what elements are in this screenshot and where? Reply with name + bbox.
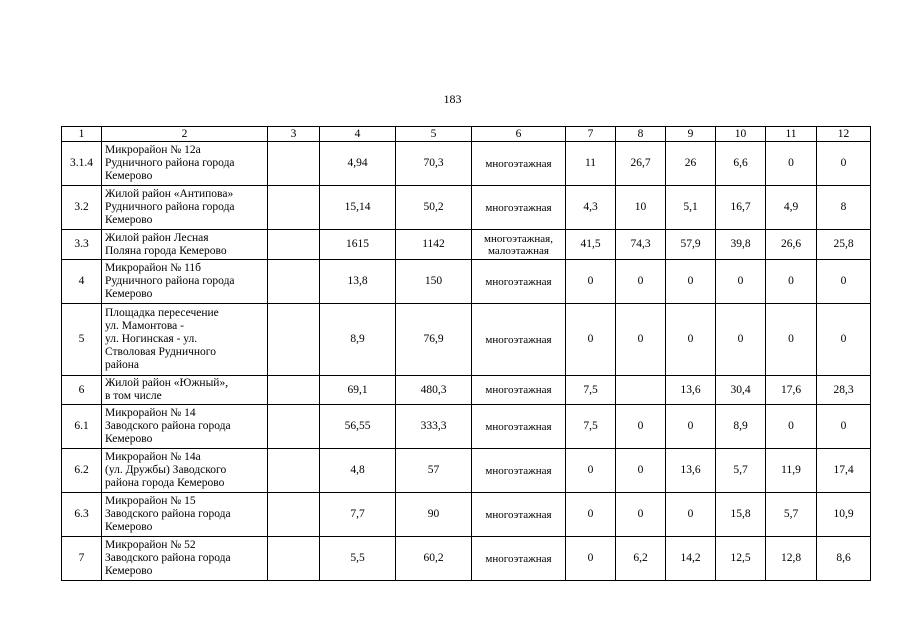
table-cell [616, 142, 666, 186]
table-cell [320, 186, 396, 230]
table-cell [62, 142, 102, 186]
cell-line: Заводского района города [105, 508, 231, 520]
cell-line: Жилой район Лесная [105, 231, 209, 244]
table-cell [616, 449, 666, 493]
cell-line: 6.2 [74, 464, 89, 476]
table-cell [62, 449, 102, 493]
header-cell: 11 [766, 127, 817, 142]
table-row [62, 449, 871, 493]
cell-line: 69,1 [347, 383, 368, 396]
table-row [62, 230, 871, 260]
table-row [62, 260, 871, 304]
cell-line: (ул. Дружбы) Заводского [105, 464, 227, 476]
cell-line: Поляна города Кемерово [105, 244, 227, 257]
cell-line: Заводского района города [105, 420, 231, 432]
area-name-cell [102, 186, 268, 230]
table-cell [766, 304, 817, 376]
cell-line: Микрорайон № 52 [105, 539, 196, 551]
header-cell: 8 [616, 127, 666, 142]
cell-line: 26,6 [780, 238, 802, 250]
building-type-cell [472, 493, 566, 537]
table-cell [566, 376, 616, 405]
table-cell [616, 376, 666, 405]
cell-line: 5,5 [350, 552, 365, 564]
table-cell [716, 537, 766, 581]
cell-line: многоэтажная [485, 157, 552, 170]
table-cell [616, 537, 666, 581]
cell-line: многоэтажная [485, 508, 552, 521]
cell-line: 13,6 [680, 383, 701, 396]
cell-line: 15,14 [344, 201, 371, 213]
table-cell [566, 449, 616, 493]
table-cell [817, 537, 871, 581]
area-name-cell [102, 142, 268, 186]
cell-line: 7,7 [350, 508, 365, 520]
cell-line: Микрорайон № 12а [105, 144, 201, 156]
header-cell: 3 [268, 127, 320, 142]
table-cell [716, 260, 766, 304]
cell-line: 4,8 [350, 464, 365, 476]
cell-line: 0 [637, 275, 644, 287]
cell-line: 4 [78, 275, 85, 287]
table-cell [268, 376, 320, 405]
cell-line: 0 [737, 275, 744, 287]
table-cell [666, 260, 716, 304]
cell-line: 480,3 [420, 383, 447, 396]
table-cell [716, 186, 766, 230]
cell-line: 0 [840, 157, 847, 169]
table-cell [666, 230, 716, 260]
cell-line: в том числе [105, 390, 162, 402]
cell-line: Рудничного района города [105, 157, 235, 169]
header-cell: 9 [666, 127, 716, 142]
header-cell: 6 [472, 127, 566, 142]
header-cell: 1 [62, 127, 102, 142]
cell-line: 150 [424, 275, 443, 287]
table-cell [268, 304, 320, 376]
cell-line: района [105, 359, 140, 371]
cell-line: 1142 [422, 238, 445, 250]
table-cell [62, 376, 102, 405]
table-cell [766, 405, 817, 449]
building-type-cell [472, 376, 566, 405]
table-cell [320, 142, 396, 186]
table-cell [817, 186, 871, 230]
table-cell [817, 376, 871, 405]
cell-line: Микрорайон № 11б [105, 262, 202, 274]
cell-line: Кемерово [105, 288, 153, 300]
table-cell [268, 186, 320, 230]
cell-line: 70,3 [423, 157, 444, 169]
cell-line: 0 [687, 508, 694, 520]
cell-line: 0 [687, 275, 694, 287]
table-cell [616, 304, 666, 376]
table-cell [566, 537, 616, 581]
table-cell [817, 260, 871, 304]
cell-line: Кемерово [105, 521, 153, 533]
cell-line: многоэтажная [485, 201, 552, 214]
cell-line: 16,7 [730, 201, 751, 213]
cell-line: Стволовая Рудничного [105, 346, 216, 358]
cell-line: 0 [737, 333, 744, 345]
cell-line: 13,6 [680, 464, 701, 476]
area-name-cell [102, 376, 268, 405]
table-cell [320, 405, 396, 449]
cell-line: 74,3 [630, 238, 651, 250]
table-cell [716, 230, 766, 260]
table-cell [616, 260, 666, 304]
table-cell [268, 537, 320, 581]
table-cell [268, 230, 320, 260]
table-cell [716, 376, 766, 405]
cell-line: 17,6 [780, 383, 802, 396]
cell-line: 8,6 [836, 552, 851, 564]
cell-line: многоэтажная [485, 552, 552, 565]
cell-line: Кемерово [105, 170, 153, 182]
cell-line: 0 [587, 275, 594, 287]
table-cell [396, 304, 472, 376]
table-row [62, 376, 871, 405]
area-name-cell [102, 537, 268, 581]
cell-line: 0 [788, 275, 794, 287]
cell-line: 60,2 [423, 552, 444, 564]
cell-line: многоэтажная [485, 464, 552, 477]
cell-line: 50,2 [423, 201, 444, 213]
area-name-cell [102, 405, 268, 449]
cell-line: района города Кемерово [105, 477, 225, 489]
area-name-cell [102, 230, 268, 260]
cell-line: 0 [788, 420, 794, 432]
cell-line: 57 [427, 464, 440, 476]
table-cell [666, 449, 716, 493]
table-cell [716, 493, 766, 537]
table-row [62, 142, 871, 186]
cell-line: многоэтажная [485, 333, 552, 346]
cell-line: 6 [78, 383, 85, 396]
cell-line: 56,55 [344, 420, 371, 432]
cell-line: 0 [587, 464, 594, 476]
table-row [62, 493, 871, 537]
cell-line: 0 [637, 508, 644, 520]
table-cell [817, 304, 871, 376]
table-cell [566, 142, 616, 186]
table-cell [666, 376, 716, 405]
table-cell [766, 186, 817, 230]
table-cell [616, 230, 666, 260]
table-cell [716, 449, 766, 493]
cell-line: многоэтажная [485, 275, 552, 288]
table-cell [62, 493, 102, 537]
cell-line: 0 [637, 420, 644, 432]
table-cell [766, 376, 817, 405]
area-name-cell [102, 449, 268, 493]
cell-line: 4,94 [347, 157, 368, 169]
cell-line: 0 [637, 464, 644, 476]
cell-line: 11 [584, 157, 597, 169]
table-row [62, 537, 871, 581]
cell-line: 12,5 [730, 552, 751, 564]
cell-line: 39,8 [730, 238, 751, 250]
table-row [62, 186, 871, 230]
cell-line: 0 [840, 275, 847, 287]
cell-line: малоэтажная [488, 244, 549, 257]
table-cell [268, 449, 320, 493]
cell-line: Площадка пересечение [105, 307, 219, 319]
cell-line: 3.2 [74, 201, 89, 213]
table-row [62, 304, 871, 376]
table-row [62, 405, 871, 449]
table-cell [62, 230, 102, 260]
table-cell [268, 142, 320, 186]
table-cell [396, 230, 472, 260]
cell-line: 1615 [346, 238, 369, 250]
table-cell [766, 142, 817, 186]
cell-line: Микрорайон № 14 [105, 407, 196, 419]
table-cell [62, 260, 102, 304]
cell-line: 7 [78, 552, 85, 564]
cell-line: 30,4 [730, 383, 751, 396]
table-cell [566, 260, 616, 304]
cell-line: 0 [637, 333, 644, 345]
building-type-cell [472, 405, 566, 449]
table-cell [566, 493, 616, 537]
area-name-cell [102, 493, 268, 537]
table-cell [716, 142, 766, 186]
building-type-cell [472, 186, 566, 230]
table-cell [766, 493, 817, 537]
table-cell [320, 304, 396, 376]
table-cell [616, 186, 666, 230]
cell-line: 57,9 [680, 238, 701, 250]
cell-line: 5,7 [733, 464, 748, 476]
cell-line: Заводского района города [105, 552, 231, 564]
cell-line: 10 [634, 201, 647, 213]
table-cell [62, 537, 102, 581]
cell-line: 0 [840, 420, 847, 432]
cell-line: 7,5 [583, 383, 598, 396]
table-cell [396, 376, 472, 405]
table-cell [817, 405, 871, 449]
cell-line: многоэтажная [485, 384, 552, 396]
cell-line: 8,9 [350, 333, 365, 345]
header-cell: 10 [716, 127, 766, 142]
table-cell [566, 405, 616, 449]
table-cell [62, 186, 102, 230]
cell-line: многоэтажная, [484, 232, 553, 245]
cell-line: 5,1 [683, 201, 698, 213]
cell-line: 6.1 [74, 420, 89, 432]
building-type-cell [472, 260, 566, 304]
cell-line: 8,9 [733, 420, 748, 432]
cell-line: 6,2 [633, 552, 648, 564]
cell-line: 8 [840, 201, 847, 213]
table-cell [817, 449, 871, 493]
header-row [62, 127, 871, 142]
building-type-cell [472, 142, 566, 186]
table-cell [566, 186, 616, 230]
cell-line: ул. Мамонтова - [105, 320, 184, 332]
cell-line: 15,8 [730, 508, 751, 520]
cell-line: 26,7 [630, 157, 651, 169]
cell-line: 3.3 [74, 238, 89, 250]
table-cell [666, 142, 716, 186]
table-cell [616, 493, 666, 537]
cell-line: 3.1.4 [70, 157, 93, 169]
table-cell [666, 304, 716, 376]
cell-line: Жилой район «Антипова» [105, 188, 234, 200]
table-cell [817, 230, 871, 260]
cell-line: многоэтажная [485, 420, 552, 433]
table-cell [766, 260, 817, 304]
header-cell: 12 [817, 127, 871, 142]
table-cell [716, 304, 766, 376]
cell-line: 0 [840, 333, 847, 345]
table-cell [616, 405, 666, 449]
table-cell [766, 537, 817, 581]
building-type-cell [472, 537, 566, 581]
cell-line: 0 [788, 157, 794, 169]
header-cell: 4 [320, 127, 396, 142]
cell-line: Рудничного района города [105, 275, 235, 287]
table-cell [716, 405, 766, 449]
cell-line: 0 [788, 333, 794, 345]
cell-line: 17,4 [833, 464, 854, 476]
table-cell [566, 304, 616, 376]
cell-line: 4,3 [583, 201, 598, 213]
cell-line: 14,2 [680, 552, 701, 564]
cell-line: 0 [587, 333, 594, 345]
table-cell [268, 405, 320, 449]
table-cell [666, 186, 716, 230]
cell-line: 12,8 [780, 552, 802, 564]
cell-line: 26 [684, 157, 697, 169]
cell-line: 25,8 [833, 238, 854, 250]
table-cell [566, 230, 616, 260]
table-cell [268, 260, 320, 304]
table-cell [396, 186, 472, 230]
header-cell: 5 [396, 127, 472, 142]
table-cell [666, 405, 716, 449]
cell-line: 6,6 [733, 157, 748, 169]
cell-line: Микрорайон № 15 [105, 495, 196, 507]
cell-line: 7,5 [583, 420, 598, 432]
cell-line: 6.3 [74, 508, 89, 520]
cell-line: 10,9 [833, 508, 854, 520]
cell-line: 0 [687, 333, 694, 345]
table-cell [396, 405, 472, 449]
table-cell [320, 449, 396, 493]
cell-line: 11,9 [781, 464, 801, 476]
table-cell [396, 260, 472, 304]
cell-line: 41,5 [580, 238, 601, 250]
cell-line: 28,3 [833, 383, 854, 396]
cell-line: Рудничного района города [105, 201, 235, 213]
cell-line: 90 [427, 508, 440, 520]
data-table [61, 126, 871, 581]
table-cell [666, 537, 716, 581]
header-cell: 2 [102, 127, 268, 142]
table-cell [268, 493, 320, 537]
table-cell [320, 260, 396, 304]
table-cell [62, 405, 102, 449]
cell-line: 5,7 [783, 508, 799, 520]
table-cell [817, 142, 871, 186]
area-name-cell [102, 260, 268, 304]
cell-line: 76,9 [423, 333, 444, 345]
table-body [62, 127, 871, 581]
table-cell [396, 449, 472, 493]
cell-line: Микрорайон № 14а [105, 451, 201, 463]
cell-line: 4,9 [783, 201, 799, 213]
table-cell [396, 142, 472, 186]
cell-line: ул. Ногинская - ул. [105, 333, 198, 345]
table-cell [396, 493, 472, 537]
building-type-cell [472, 449, 566, 493]
page-number: 183 [443, 92, 462, 106]
table-cell [666, 493, 716, 537]
building-type-cell [472, 230, 566, 260]
cell-line: 5 [78, 333, 85, 345]
cell-line: Кемерово [105, 565, 153, 577]
table-cell [320, 376, 396, 405]
table-cell [320, 230, 396, 260]
cell-line: Кемерово [105, 433, 153, 445]
area-name-cell [102, 304, 268, 376]
header-cell: 7 [566, 127, 616, 142]
table-cell [766, 449, 817, 493]
cell-line: 13,8 [347, 275, 368, 287]
table-cell [396, 537, 472, 581]
cell-line: 0 [587, 508, 594, 520]
table-cell [320, 493, 396, 537]
cell-line: Кемерово [105, 214, 153, 226]
table-cell [320, 537, 396, 581]
cell-line: Жилой район «Южный», [105, 377, 229, 389]
cell-line: 333,3 [420, 420, 447, 432]
cell-line: 0 [687, 420, 694, 432]
table-cell [817, 493, 871, 537]
building-type-cell [472, 304, 566, 376]
table-cell [766, 230, 817, 260]
table-cell [62, 304, 102, 376]
cell-line: 0 [587, 552, 594, 564]
